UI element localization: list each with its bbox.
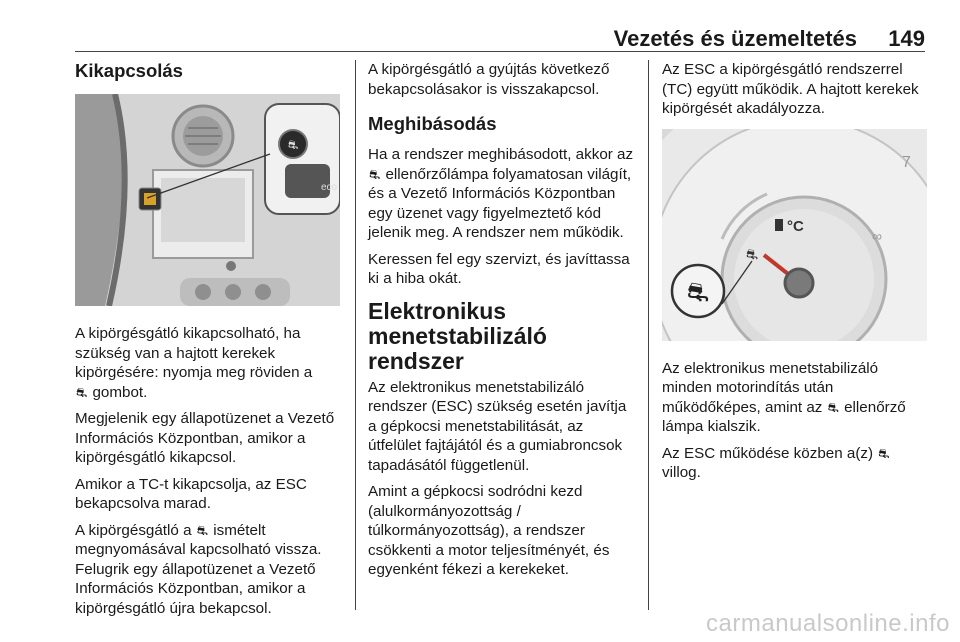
page-number: 149	[888, 26, 925, 51]
watermark: carmanualsonline.info	[706, 610, 950, 637]
dashboard-illustration	[75, 94, 340, 306]
traction-control-icon: ⛐	[878, 445, 890, 461]
traction-control-icon: ⛐	[76, 384, 88, 400]
temp-label: °C	[787, 217, 804, 235]
section-title: Elektronikus menetstabilizáló rendszer	[368, 297, 547, 374]
gauge-illustration	[662, 129, 927, 341]
svg-text:⛐: ⛐	[746, 246, 759, 263]
column-divider-2	[648, 60, 649, 610]
paragraph-ignition: A kipörgésgátló a gyújtás következő bekapcsolásakor is visszakapcsol.	[368, 61, 610, 98]
paragraph-4: A kipörgésgátló a ⛐ ismételt megnyomásával kapcsolható vissza. Felugrik egy állapotüzenet a Vezető Információs Központban, amikor a kipörgésgátló újra bekapcsol.	[75, 521, 322, 617]
gauge-figure	[662, 129, 927, 341]
eco-label: eco	[321, 182, 338, 193]
column-1	[75, 60, 345, 625]
gauge-tick-label: 7	[902, 153, 911, 171]
svg-text:⛐: ⛐	[686, 277, 710, 308]
heading-meghibasodas: Meghibásodás	[368, 113, 497, 134]
paragraph-2: Megjelenik egy állapotüzenet a Vezető Információs Központban, amikor a kipörgésgátló kikapcsol.	[75, 410, 335, 466]
paragraph-esc-active: Az elektronikus menetstabilizáló minden motorindítás után működőképes, amint az ⛐ ellenőrző lámpa kialszik.	[662, 359, 906, 435]
paragraph-esc-blink: Az ESC működése közben a(z) ⛐ villog.	[662, 444, 890, 481]
dashboard-figure	[75, 94, 340, 306]
column-2	[368, 60, 638, 587]
paragraph-3: Amikor a TC-t kikapcsolja, az ESC bekapcsolva marad.	[75, 475, 307, 512]
paragraph-esc-intro: Az elektronikus menetstabilizáló rendszer (ESC) szükség esetén javítja a gépkocsi menetstabilitását, az útfelület fajtájától és a gumiabroncsok tapadásától függetlenül.	[368, 378, 627, 474]
page-header	[75, 20, 925, 52]
header-title: Vezetés és üzemeltetés	[613, 26, 857, 51]
traction-control-icon: ⛐	[196, 522, 208, 538]
paragraph-service: Keressen fel egy szervizt, és javíttassa ki a hiba okát.	[368, 250, 630, 287]
svg-text:∞: ∞	[872, 227, 882, 244]
column-divider-1	[355, 60, 356, 610]
paragraph-esc-skid: Amint a gépkocsi sodródni kezd (alulkormányozottság / túlkormányozottság), a rendszer csökkenti a motor teljesítményét, és egyenként fékezi a kerekeket.	[368, 483, 610, 578]
heading-kikapcsolas: Kikapcsolás	[75, 60, 183, 81]
paragraph-1: A kipörgésgátló kikapcsolható, ha szükség van a hajtott kerekek kipörgésére: nyomja meg röviden a ⛐ gombot.	[75, 325, 313, 401]
paragraph-fault: Ha a rendszer meghibásodott, akkor az ⛐ ellenőrzőlámpa folyamatosan világít, és a Vezető Információs Központban egy üzenet vagy figyelmeztető kód jelenik meg. A rendszer nem működik.	[368, 146, 634, 241]
traction-control-icon: ⛐	[827, 399, 839, 415]
header-rule	[75, 51, 925, 52]
traction-control-icon: ⛐	[369, 166, 381, 182]
paragraph-esc-tc: Az ESC a kipörgésgátló rendszerrel (TC) együtt működik. A hajtott kerekek kipörgését akadályozza.	[662, 61, 919, 117]
svg-text:⛐: ⛐	[287, 138, 299, 152]
column-3	[662, 60, 932, 490]
